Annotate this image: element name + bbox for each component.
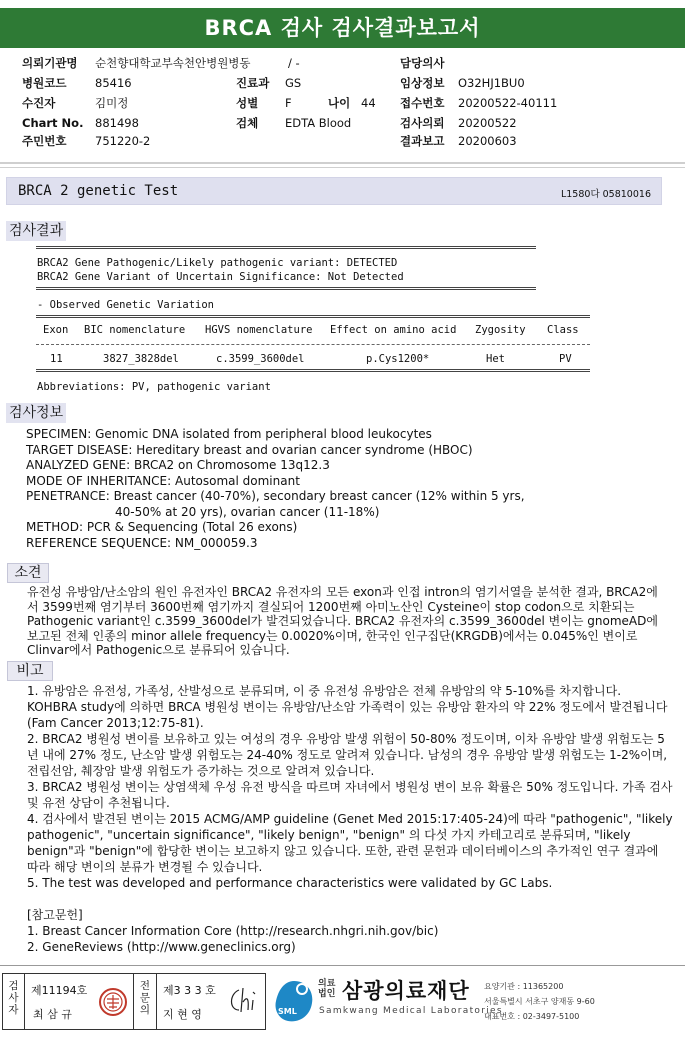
receipt-value: 20200522-40111 <box>458 96 558 110</box>
cell-bic: 3827_3828del <box>103 353 179 365</box>
cell-class: PV <box>559 353 572 365</box>
chart-value: 881498 <box>95 116 139 130</box>
column-header: Effect on amino acid <box>330 324 457 336</box>
double-rule <box>36 315 590 318</box>
name-label: 수진자 <box>22 96 56 110</box>
column-header: Exon <box>43 324 69 336</box>
clinical-label: 임상정보 <box>400 76 445 90</box>
specialist-label: 전 문 의 <box>139 980 151 1016</box>
code-label: 병원코드 <box>22 76 67 90</box>
code-value: 85416 <box>95 76 132 90</box>
column-header: Zygosity <box>475 324 526 336</box>
cell-exon: 11 <box>50 353 63 365</box>
report-title: BRCA 검사 검사결과보고서 <box>0 8 685 48</box>
sex-value: F <box>285 96 292 110</box>
request-value: 20200522 <box>458 116 517 130</box>
opinion-section-title: 소견 <box>7 563 49 583</box>
info-line: PENETRANCE: Breast cancer (40-70%), secondary breast cancer (12% within 5 yrs, <box>26 489 525 503</box>
divider <box>0 162 685 164</box>
references <box>27 907 438 955</box>
double-rule <box>36 369 590 372</box>
column-header: HGVS nomenclature <box>205 324 313 336</box>
org-address: 서울특별시 서초구 양재동 9-60 <box>484 997 595 1006</box>
reference-item: 1. Breast Cancer Information Core (http://research.nhgri.nih.gov/bic) <box>27 924 439 938</box>
receipt-label: 접수번호 <box>400 96 445 110</box>
dept-value: GS <box>285 76 302 90</box>
result-line-2: BRCA2 Gene Variant of Uncertain Significance: Not Detected <box>37 271 404 283</box>
clinical-value: O32HJ1BU0 <box>458 76 525 90</box>
specialist-license: 제3 3 3 호 <box>163 984 216 997</box>
report-value: 20200603 <box>458 134 517 148</box>
examiner-seal-icon <box>98 987 128 1017</box>
test-name: BRCA 2 genetic Test <box>18 183 179 199</box>
specialist-name: 지 현 영 <box>163 1008 202 1021</box>
test-header <box>6 177 662 205</box>
abbreviations: Abbreviations: PV, pathogenic variant <box>37 381 271 393</box>
hospital-value: 순천향대학교부속천안병원병동 <box>95 56 251 70</box>
chart-label: Chart No. <box>22 116 84 130</box>
org-name: 삼광의료재단 <box>342 979 470 1003</box>
info-line: ANALYZED GENE: BRCA2 on Chromosome 13q12.3 <box>26 458 330 472</box>
org-english-name: Samkwang Medical Laboratories <box>319 1006 503 1016</box>
info-line: MODE OF INHERITANCE: Autosomal dominant <box>26 473 300 488</box>
signature-box <box>2 973 266 1030</box>
examiner-label: 검 사 자 <box>8 980 19 1016</box>
results-section-title: 검사결과 <box>6 221 66 241</box>
org-logo-area <box>272 973 682 1030</box>
double-rule <box>36 287 536 290</box>
info-section-title: 검사정보 <box>6 403 66 423</box>
double-rule <box>36 246 536 249</box>
info-line: SPECIMEN: Genomic DNA isolated from peripheral blood leukocytes <box>26 427 432 441</box>
info-line: TARGET DISEASE: Hereditary breast and ovarian cancer syndrome (HBOC) <box>26 442 473 457</box>
doctor-label: 담당의사 <box>400 56 445 70</box>
test-info <box>26 427 666 551</box>
remark-item: 4. 검사에서 발견된 변이는 2015 ACMG/AMP guideline (Genet Med 2015:17:405-24)에 따라 "pathogenic", "likely pathogenic", "uncertain significance", "likely benign", "benign" 의 다섯 가지 카테고리로 분류되며, "likely benign"과 "benign"에 합당한 변이는 보고하지 않고 있습니다. 또한, 관련 문헌과 데이터베이스의 추가적인 연구 결과에 따라 해당 변이의 분류가 변경될 수 있습니다. <box>27 812 673 874</box>
age-value: 44 <box>361 96 376 110</box>
age-label: 나이 <box>328 96 351 110</box>
info-line: 40-50% at 20 yrs), ovarian cancer (11-18%) <box>115 504 380 519</box>
remark-item: 5. The test was developed and performance characteristics were validated by GC Labs. <box>27 876 553 890</box>
hospital-label: 의뢰기관명 <box>22 56 78 70</box>
table-rule <box>36 344 590 345</box>
column-header: BIC nomenclature <box>84 324 186 336</box>
reference-item: 2. GeneReviews (http://www.geneclinics.org) <box>27 940 296 954</box>
divider <box>0 965 685 966</box>
specialist-signature-icon <box>225 984 261 1022</box>
rrn-label: 주민번호 <box>22 134 67 148</box>
org-prefix: 의료 <box>318 979 336 989</box>
examiner-name: 최 삼 규 <box>33 1008 72 1021</box>
test-code: L1580다 05810016 <box>560 189 651 200</box>
references-title: [참고문헌] <box>27 908 83 922</box>
logo-text: SML <box>278 1007 297 1016</box>
observed-variation-label: - Observed Genetic Variation <box>37 299 215 311</box>
divider <box>0 167 685 168</box>
request-label: 검사의뢰 <box>400 116 445 130</box>
name-value: 김미정 <box>95 96 129 110</box>
cell-zygosity: Het <box>486 353 505 365</box>
org-phone: 대표번호 : 02-3497-5100 <box>484 1012 580 1021</box>
remark-item: 3. BRCA2 병원성 변이는 상염색체 우성 유전 방식을 따르며 자녀에서 병원성 변이 보유 확률은 50% 정도입니다. 가족 검사 및 유전 상담이 추천됩니다. <box>27 780 673 810</box>
rrn-value: 751220-2 <box>95 134 151 148</box>
opinion-text: 유전성 유방암/난소암의 원인 유전자인 BRCA2 유전자의 모든 exon과 인접 intron의 염기서열을 분석한 결과, BRCA2에서 3599번째 염기부터 3600번째 염기까지 결실되어 1200번째 아미노산인 Cysteine이 stop codon으로 치환되는 Pathogenic variant인 c.3599_3600del가 발견되었습니다. BRCA2 유전자의 c.3599_3600del 변이는 gnomeAD에 보고된 전체 인종의 minor allele frequency는 0.0020%이며, 한국인 인구집단(KRGDB)에서는 0.045%인 변이로 Clinvar에서 Pathogenic으로 분류되어 있습니다. <box>27 585 658 658</box>
remarks-section-title: 비고 <box>7 661 53 681</box>
sex-label: 성별 <box>236 96 259 110</box>
org-code: 요양기관 : 11365200 <box>484 982 564 991</box>
org-prefix: 법인 <box>318 989 336 999</box>
ward-value: / - <box>288 56 300 70</box>
specimen-label: 검체 <box>236 116 259 130</box>
sml-logo-icon <box>272 977 316 1025</box>
column-header: Class <box>547 324 579 336</box>
examiner-license: 제11194호 <box>31 984 88 997</box>
info-line: REFERENCE SEQUENCE: NM_000059.3 <box>26 535 258 550</box>
dept-label: 진료과 <box>236 76 270 90</box>
info-line: METHOD: PCR & Sequencing (Total 26 exons) <box>26 520 298 534</box>
specimen-value: EDTA Blood <box>285 116 352 130</box>
cell-effect: p.Cys1200* <box>366 353 430 365</box>
remarks-list <box>27 683 673 891</box>
result-line-1: BRCA2 Gene Pathogenic/Likely pathogenic variant: DETECTED <box>37 257 398 269</box>
remark-item: 1. 유방암은 유전성, 가족성, 산발성으로 분류되며, 이 중 유전성 유방암은 전체 유방암의 약 5-10%를 차지합니다. KOHBRA study에 의하면 BRCA 병원성 변이는 유방암/난소암 가족력이 있는 유방암 환자의 약 22% 정도에서 발견됩니다 (Fam Cancer 2013;12:75-81). <box>27 684 668 730</box>
cell-hgvs: c.3599_3600del <box>216 353 305 365</box>
remark-item: 2. BRCA2 병원성 변이를 보유하고 있는 여성의 경우 유방암 발생 위험이 50-80% 정도이며, 이차 유방암 발생 위험도는 5년 내에 27% 정도, 난소암 발생 위험도는 24-40% 정도로 알려져 있습니다. 남성의 경우 유방암 발생 위험도는 1-2%이며, 전립선암, 췌장암 발생 위험도가 증가하는 것으로 알려져 있습니다. <box>27 732 668 778</box>
report-label: 결과보고 <box>400 134 445 148</box>
